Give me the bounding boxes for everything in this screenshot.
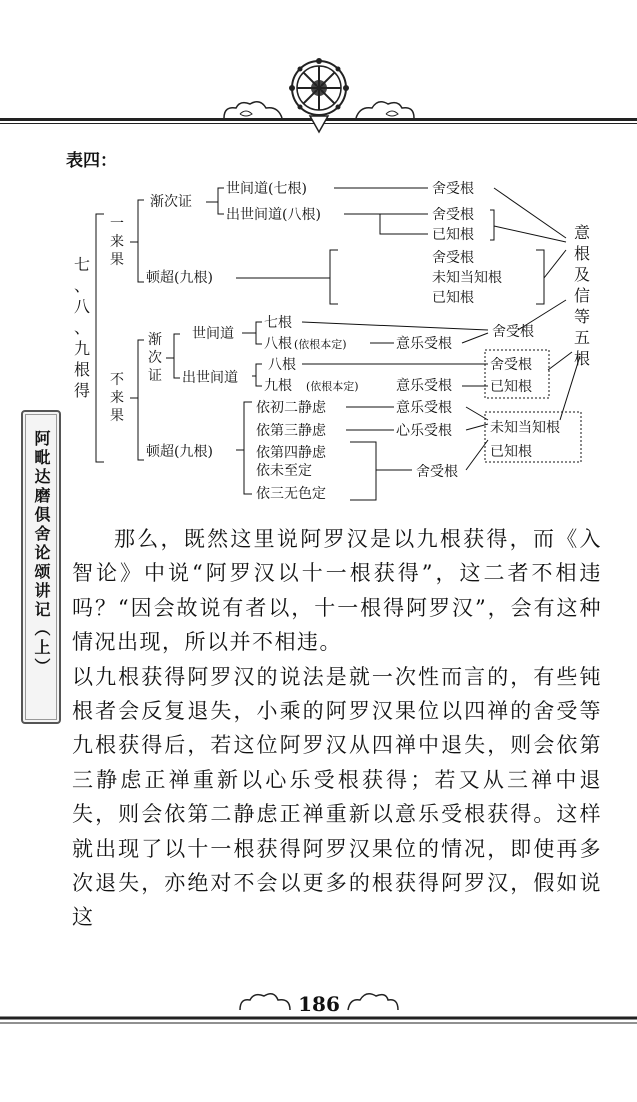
yilai-jiancizheng: 渐次证 [150,194,192,210]
yilai-shesou-2: 舍受根 [432,207,474,223]
bulai-jianci-1: 渐 [148,332,162,348]
bulai-jianci-2: 次 [148,350,162,366]
bulai-shesou-1: 舍受根 [492,324,534,340]
bulai-yizhi-2: 已知根 [490,444,532,460]
bulai-yilesou-2: 意乐受根 [396,378,452,394]
table-label: 表四： [66,151,117,171]
bulai-note-2: (依根本定) [306,380,359,393]
book-title: 阿毗达磨俱舍论颂讲记（上） [32,430,51,677]
yilai-yizhi-2: 已知根 [432,290,474,306]
branch-bulai [110,372,124,424]
bulai-qigen: 七根 [264,315,292,331]
bulai-jiugen: 九根 [264,378,292,394]
bulai-bagen-1: 八根 [264,336,292,352]
branch-yilai [110,216,124,268]
bulai-note-1: (依根本定) [294,338,347,351]
bulai-dunchao: 顿超(九根) [146,444,213,460]
header-cloud-right-icon [352,98,418,122]
branch-yilai-char2: 来 [110,234,124,250]
root-label-text: 七、八、九根得 [74,255,91,400]
bulai-chushijiandao: 出世间道 [182,370,238,386]
yilai-yizhi-1: 已知根 [432,227,474,243]
page-number: 186 [298,992,340,1016]
result-label [574,223,590,368]
yilai-weizhi: 未知当知根 [432,270,502,286]
paragraph-2: 以九根获得阿罗汉的说法是就一次性而言的，有些钝根者会反复退失，小乘的阿罗汉果位以四禅的舍受等九根获得后，若这位阿罗汉从四禅中退失，则会依第三静虑正禅重新以心乐受根获得；若又从三禅中退失，则会依第二静虑正禅重新以意乐受根获得。这样就出现了以十一根获得阿罗汉果位的情况，即使再多次退失，亦绝对不会以更多的根获得阿罗汉，假如说这 [72,664,602,930]
bulai-wei-zhi: 依未至定 [256,463,312,479]
bulai-shijiandao: 世间道 [192,326,234,342]
bulai-di-san: 依第三静虑 [256,423,326,439]
bulai-bagen-2: 八根 [268,357,296,373]
bulai-chu-er: 依初二静虑 [256,400,326,416]
bulai-san-wuse: 依三无色定 [256,486,326,502]
yilai-dunchao: 顿超(九根) [146,270,213,286]
body-text [72,522,602,935]
bulai-xinlesou: 心乐受根 [396,423,452,439]
branch-bulai-char1: 不 [110,372,124,388]
bulai-yilesou-1: 意乐受根 [396,336,452,352]
bulai-jianci-3: 证 [148,368,162,384]
branch-bulai-char3: 果 [110,408,124,424]
branch-yilai-char3: 果 [110,252,124,268]
branch-bulai-char2: 来 [110,390,124,406]
result-label-text: 意根及信等五根 [574,223,591,368]
bulai-di-si: 依第四静虑 [256,445,326,461]
bulai-yilesou-3: 意乐受根 [396,400,452,416]
bulai-weizhi: 未知当知根 [490,420,560,436]
branch-yilai-char1: 一 [110,216,124,232]
header-cloud-left-icon [220,98,286,122]
yilai-shijiandao: 世间道(七根) [226,181,307,197]
bulai-yizhi-1: 已知根 [490,379,532,395]
yilai-shesou-3: 舍受根 [432,250,474,266]
root-label [74,255,90,400]
footer-cloud-left-icon [236,990,294,1014]
paragraph-1: 那么，既然这里说阿罗汉是以九根获得，而《入智论》中说“阿罗汉以十一根获得”，这二者不相违吗？“因会故说有者以，十一根得阿罗汉”，会有这种情况出现，所以并不相违。 [72,527,602,655]
yilai-shesou-1: 舍受根 [432,181,474,197]
yilai-chushijiandao: 出世间道(八根) [226,207,321,223]
side-title-tab [21,410,61,724]
footer-cloud-right-icon [344,990,402,1014]
root-classification-diagram [0,170,637,510]
dharma-wheel-icon [286,58,352,134]
bulai-shesou-2: 舍受根 [490,357,532,373]
bulai-shesou-3: 舍受根 [416,464,458,480]
